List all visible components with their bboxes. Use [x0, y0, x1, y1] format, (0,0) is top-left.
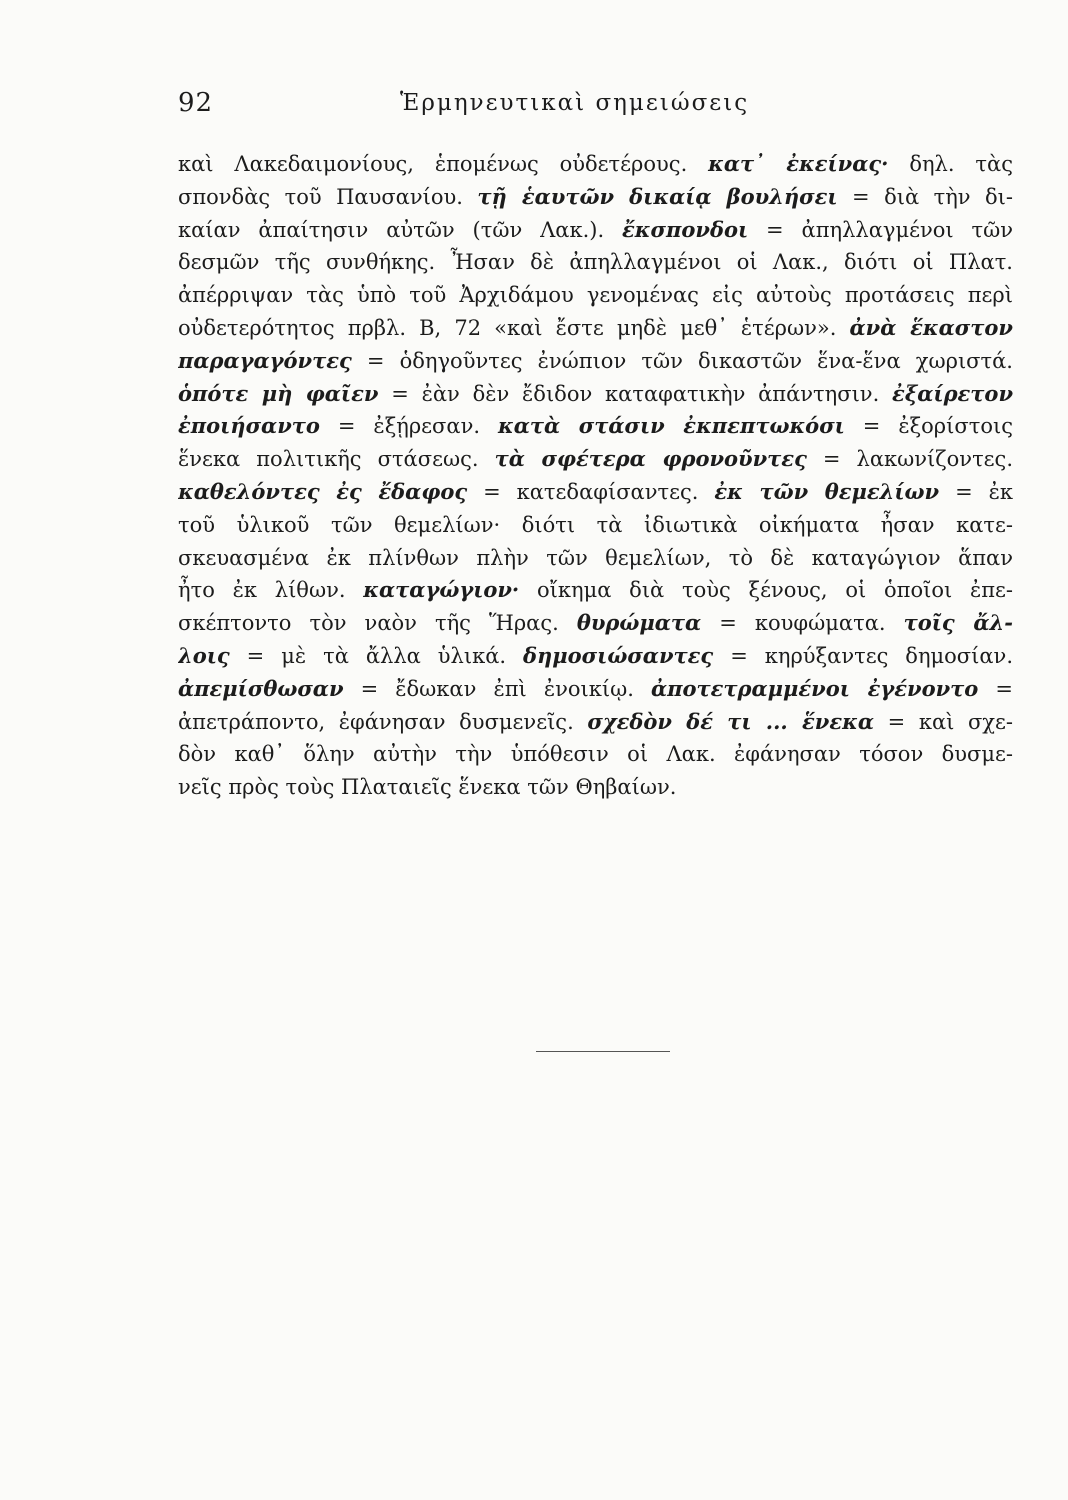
text-segment: = ἀπηλλαγμένοι τῶν	[748, 217, 1013, 242]
text-line	[178, 312, 1013, 345]
text-line	[178, 410, 1013, 443]
text-segment: σκευασμένα ἐκ πλίνθων πλὴν τῶν θεμελίων, τὸ δὲ καταγώγιον ἅπαν	[178, 545, 1013, 570]
text-line	[178, 148, 1013, 181]
lemma-term: κατὰ στάσιν ἐκπεπτωκόσι	[497, 413, 845, 439]
text-line	[178, 509, 1013, 542]
text-line	[178, 181, 1013, 214]
text-line	[178, 378, 1013, 411]
running-head: Ἑρμηνευτικαὶ σημειώσεις	[400, 90, 750, 116]
lemma-term: ἀποτετραμμένοι ἐγένοντο	[650, 675, 979, 701]
text-line	[178, 476, 1013, 509]
lemma-term: παραγαγόντες	[178, 347, 352, 373]
text-line	[178, 214, 1013, 247]
lemma-term: λοις	[178, 642, 230, 668]
text-segment: σπονδὰς τοῦ Παυσανίου.	[178, 184, 478, 209]
lemma-term: δημοσιώσαντες	[523, 642, 714, 668]
lemma-term: καταγώγιον·	[363, 577, 520, 603]
text-segment: δὸν καθ᾽ ὅλην αὐτὴν τὴν ὑπόθεσιν οἱ Λακ. ἐφάνησαν τόσον δυσμε-	[178, 742, 1013, 767]
text-line	[178, 706, 1013, 739]
footnote-rule	[536, 1051, 670, 1052]
text-segment: = ἐὰν δὲν ἔδιδον καταφατικὴν ἀπάντησιν.	[378, 381, 893, 406]
lemma-term: ἐξαίρετον	[892, 380, 1013, 406]
text-segment: = κατεδαφίσαντες.	[467, 479, 715, 504]
lemma-term: θυρώματα	[576, 610, 702, 636]
lemma-term: τῇ ἑαυτῶν δικαίᾳ βουλήσει	[477, 183, 838, 209]
text-segment: ἀπετράποντο, ἐφάνησαν δυσμενεῖς.	[178, 709, 588, 734]
text-segment: =	[978, 676, 1013, 701]
text-segment: = μὲ τὰ ἄλλα ὑλικά.	[229, 643, 524, 668]
text-segment: ἕνεκα πολιτικῆς στάσεως.	[178, 447, 495, 472]
lemma-term: ὁπότε μὴ φαῖεν	[178, 380, 379, 406]
lemma-term: ἀπεμίσθωσαν	[178, 675, 344, 701]
text-segment: = ἔδωκαν ἐπὶ ἐνοικίῳ.	[343, 676, 651, 701]
text-line	[178, 345, 1013, 378]
lemma-term: ἀνὰ ἕκαστον	[849, 314, 1013, 340]
page-number: 92	[178, 88, 214, 118]
text-segment: = ἐξῄρεσαν.	[319, 414, 498, 439]
text-line	[178, 574, 1013, 607]
lemma-term: ἐκ τῶν θεμελίων	[714, 478, 940, 504]
lemma-term: τοῖς ἄλ-	[903, 610, 1013, 636]
text-segment: = ἐκ	[939, 479, 1013, 504]
text-segment: = καὶ σχε-	[874, 709, 1013, 734]
body-text	[178, 148, 1013, 804]
text-line	[178, 771, 1013, 804]
text-segment: οἴκημα διὰ τοὺς ξένους, οἱ ὁποῖοι ἐπε-	[519, 578, 1013, 603]
text-line	[178, 279, 1013, 312]
text-segment: καὶ Λακεδαιμονίους, ἑπομένως οὐδετέρους.	[178, 152, 709, 176]
text-line	[178, 443, 1013, 476]
text-segment: = ὁδηγοῦντες ἐνώπιον τῶν δικαστῶν ἕνα-ἕνα χωριστά.	[351, 348, 1013, 373]
text-segment: = ἐξορίστοις	[844, 414, 1013, 439]
text-segment: νεῖς πρὸς τοὺς Πλαταιεῖς ἕνεκα τῶν Θηβαίων.	[178, 775, 677, 800]
lemma-term: σχεδὸν δέ τι ... ἕνεκα	[587, 708, 874, 734]
lemma-term: καθελόντες ἐς ἔδαφος	[178, 478, 468, 504]
text-line	[178, 738, 1013, 771]
lemma-term: τὰ σφέτερα φρονοῦντες	[494, 446, 807, 472]
text-line	[178, 542, 1013, 575]
lemma-term: κατ᾽ ἐκείνας·	[708, 151, 889, 176]
text-line	[178, 607, 1013, 640]
text-segment: = κουφώματα.	[701, 611, 904, 636]
text-segment: οὐδετερότητος πρβλ. Β, 72 «καὶ ἔστε μηδὲ μεθ᾽ ἑτέρων».	[178, 315, 850, 340]
text-segment: δεσμῶν τῆς συνθήκης. Ἦσαν δὲ ἀπηλλαγμένοι οἱ Λακ., διότι οἱ Πλατ.	[178, 250, 1013, 275]
lemma-term: ἐποιήσαντο	[178, 413, 320, 439]
text-line	[178, 640, 1013, 673]
text-segment: = διὰ τὴν δι-	[837, 184, 1013, 209]
text-segment: δηλ. τὰς	[888, 152, 1013, 176]
text-line	[178, 673, 1013, 706]
text-segment: ἦτο ἐκ λίθων.	[178, 578, 364, 603]
text-segment: = κηρύξαντες δημοσίαν.	[713, 643, 1013, 668]
lemma-term: ἔκσπονδοι	[622, 216, 749, 242]
text-segment: τοῦ ὑλικοῦ τῶν θεμελίων· διότι τὰ ἰδιωτικὰ οἰκήματα ἦσαν κατε-	[178, 512, 1013, 537]
text-segment: σκέπτοντο τὸν ναὸν τῆς Ἥρας.	[178, 611, 577, 636]
text-line	[178, 246, 1013, 279]
text-segment: ἀπέρριψαν τὰς ὑπὸ τοῦ Ἀρχιδάμου γενομένας εἰς αὐτοὺς προτάσεις περὶ	[178, 283, 1013, 308]
text-segment: = λακωνίζοντες.	[806, 447, 1013, 472]
text-segment: καίαν ἀπαίτησιν αὐτῶν (τῶν Λακ.).	[178, 217, 623, 242]
